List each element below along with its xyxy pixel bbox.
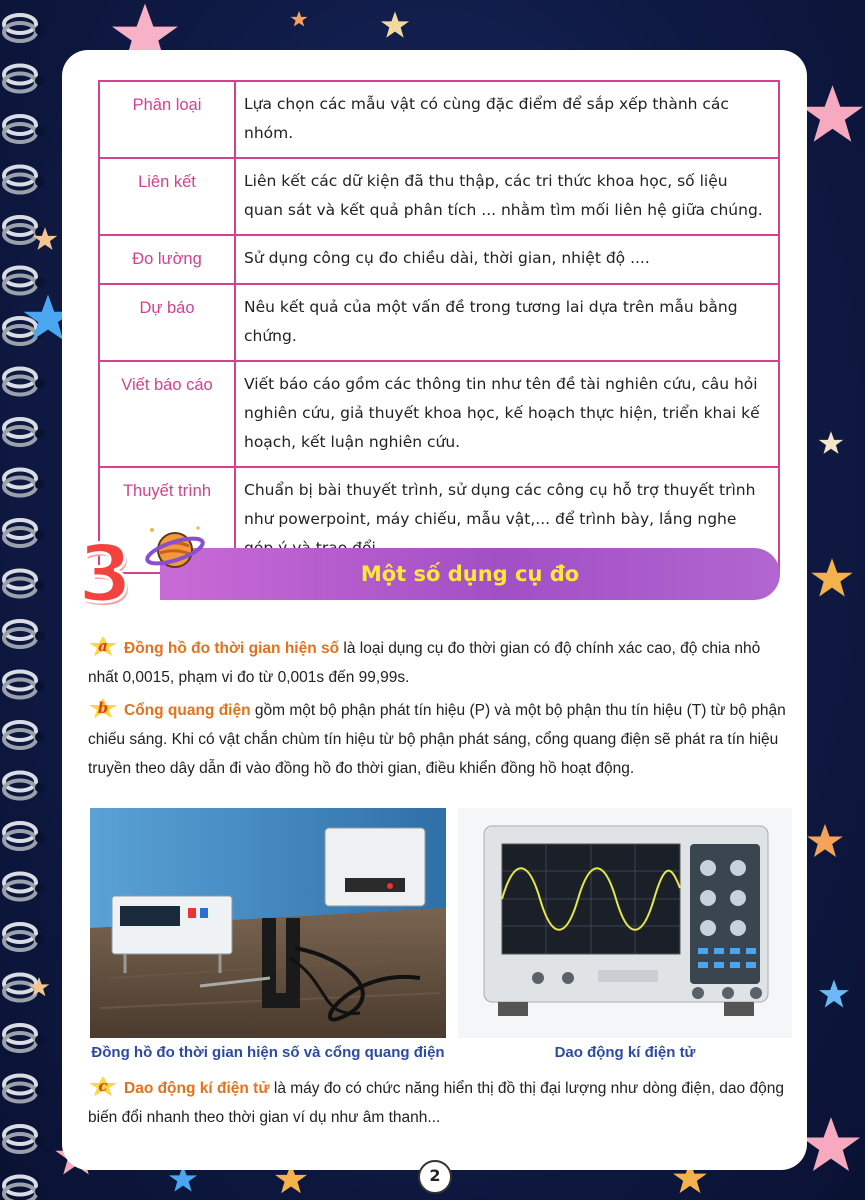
item-term: Dao động kí điện tử (124, 1080, 270, 1097)
skill-description: Nêu kết quả của một vấn đề trong tương lai dựa trên mẫu bằng chứng. (235, 284, 779, 361)
skill-description: Lựa chọn các mẫu vật có cùng đặc điểm để sắp xếp thành các nhóm. (235, 81, 779, 158)
item-text: gồm một bộ phận phát tín hiệu (P) và một bộ phận thu tín hiệu (T) từ bộ phận chiếu sáng. Khi có vật chắn chùm tín hiệu từ bộ phận phát sáng, cổng quang điện sẽ phát ra tín hiệu truyền theo dây dẫn đi vào đồng hồ đo thời gian, điều khiển đồng hồ hoạt động. (88, 702, 786, 777)
star-icon (800, 82, 865, 147)
table-row (99, 361, 779, 467)
table-row (99, 235, 779, 284)
star-icon (818, 978, 850, 1010)
photo-oscilloscope (458, 808, 792, 1038)
star-icon (380, 10, 410, 40)
caption-oscilloscope: Dao động kí điện tử (554, 1044, 696, 1061)
table-row (99, 284, 779, 361)
item-term: Cổng quang điện (124, 702, 251, 719)
skill-description: Liên kết các dữ kiện đã thu thập, các tri thức khoa học, số liệu quan sát và kết quả phân tích ... nhằm tìm mối liên hệ giữa chúng. (235, 158, 779, 235)
skill-term: Phân loại (99, 81, 235, 158)
section-title: Một số dụng cụ đo (360, 562, 580, 586)
spiral-binding (0, 0, 48, 1200)
page-number: 2 (418, 1160, 452, 1194)
skill-term: Liên kết (99, 158, 235, 235)
item-text: là loại dụng cụ đo thời gian có độ chính xác cao, độ chia nhỏ nhất 0,0015, phạm vi đo từ 0,001s đến 99,99s. (88, 640, 761, 686)
table-row (99, 158, 779, 235)
marker-c-icon: c (88, 1075, 118, 1097)
star-icon (810, 556, 854, 600)
skill-term: Viết báo cáo (99, 361, 235, 467)
skill-term: Dự báo (99, 284, 235, 361)
photo-timer-photogate (90, 808, 446, 1038)
skill-description: Chuẩn bị bài thuyết trình, sử dụng các công cụ hỗ trợ thuyết trình như powerpoint, máy chiếu, mẫu vật,... để trình bày, lắng nghe (235, 467, 779, 573)
item-b (88, 696, 788, 783)
marker-b-icon: b (88, 697, 118, 719)
star-icon (818, 430, 844, 456)
table-row (99, 81, 779, 158)
page-sheet (62, 50, 807, 1170)
marker-a-icon: a (88, 635, 118, 657)
caption-timer-photogate: Đồng hồ đo thời gian hiện số và cổng quang điện (91, 1044, 445, 1061)
star-icon (800, 1114, 862, 1176)
star-icon (28, 976, 50, 998)
skill-term: Thuyết trình (99, 467, 235, 573)
skill-description: Viết báo cáo gồm các thông tin như tên đề tài nghiên cứu, câu hỏi nghiên cứu, giả thuyết khoa học, kế hoạch thực hiện, triển khai kế hoạch, kết luận nghiên cứu. (235, 361, 779, 467)
star-icon (32, 226, 58, 252)
item-term: Đồng hồ đo thời gian hiện số (124, 640, 340, 657)
star-icon (290, 10, 308, 28)
section-banner (160, 548, 780, 600)
planet-icon (144, 520, 206, 578)
star-icon (806, 822, 844, 860)
item-a (88, 634, 788, 692)
skills-table (98, 80, 780, 574)
section-number: 3 (78, 530, 133, 620)
skill-description: Sử dụng công cụ đo chiều dài, thời gian, nhiệt độ .... (235, 235, 779, 284)
item-c (88, 1074, 788, 1132)
item-text: là máy đo có chức năng hiển thị đồ thị đại lượng như dòng điện, dao động biến đổi nhanh theo thời gian ví dụ như âm thanh... (88, 1080, 784, 1126)
skill-term: Đo lường (99, 235, 235, 284)
